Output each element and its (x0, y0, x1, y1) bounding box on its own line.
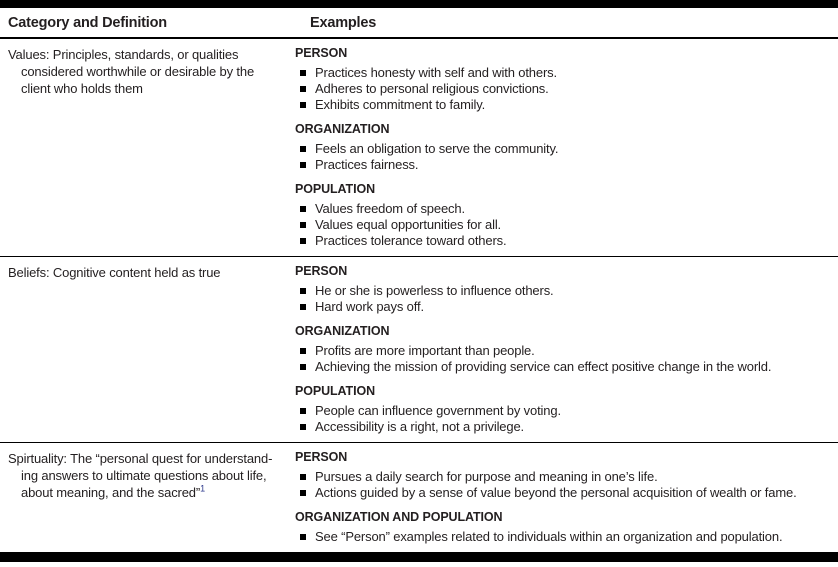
example-item (300, 485, 832, 501)
example-list (295, 403, 832, 435)
example-text: Pursues a daily search for purpose and meaning in one’s life. (315, 469, 658, 484)
category-text-line: Spirtuality: The “personal quest for understand- (8, 451, 273, 466)
category-text-line: Beliefs: Cognitive content held as true (8, 265, 221, 280)
bullet-square-icon (300, 474, 306, 480)
category-text-line: Values: Principles, standards, or qualities (8, 47, 239, 62)
example-item (300, 529, 832, 545)
example-list (295, 343, 832, 375)
example-text: Values equal opportunities for all. (315, 217, 502, 232)
category-text-line: about meaning, and the sacred”$^1$ (21, 483, 205, 500)
bullet-square-icon (300, 102, 306, 108)
example-item (300, 359, 832, 375)
example-item (300, 217, 832, 233)
example-section (295, 324, 832, 375)
table-row (0, 257, 838, 443)
bottom-rule-bar (0, 552, 838, 562)
example-item (300, 469, 832, 485)
category-text-line: client who holds them (21, 81, 143, 96)
examples-cell (295, 264, 838, 435)
table-header-row (0, 8, 838, 39)
example-list (295, 283, 832, 315)
example-item (300, 403, 832, 419)
example-section (295, 450, 832, 501)
example-list (295, 65, 832, 113)
example-text: Practices honesty with self and with others. (315, 65, 557, 80)
section-heading: POPULATION (295, 182, 376, 196)
table-row (0, 443, 838, 552)
example-list (295, 469, 832, 501)
bullet-square-icon (300, 146, 306, 152)
example-list (295, 201, 832, 249)
example-item (300, 201, 832, 217)
category-text-line: considered worthwhile or desirable by the (21, 64, 255, 79)
bullet-square-icon (300, 304, 306, 310)
section-heading: PERSON (295, 46, 348, 60)
section-heading: PERSON (295, 450, 348, 464)
example-item (300, 157, 832, 173)
example-item (300, 299, 832, 315)
bullet-square-icon (300, 238, 306, 244)
example-section (295, 384, 832, 435)
section-heading: ORGANIZATION (295, 122, 390, 136)
category-cell (0, 450, 295, 545)
example-text: Adheres to personal religious convictions. (315, 81, 549, 96)
bullet-square-icon (300, 424, 306, 430)
example-list (295, 529, 832, 545)
section-heading: PERSON (295, 264, 348, 278)
category-cell (0, 46, 295, 249)
example-item (300, 81, 832, 97)
example-item (300, 283, 832, 299)
example-section (295, 46, 832, 113)
example-item (300, 65, 832, 81)
example-item (300, 233, 832, 249)
example-text: Values freedom of speech. (315, 201, 465, 216)
bullet-square-icon (300, 222, 306, 228)
example-item (300, 419, 832, 435)
example-text: See “Person” examples related to individuals within an organization and population. (315, 529, 783, 544)
example-item (300, 97, 832, 113)
example-item (300, 343, 832, 359)
bullet-square-icon (300, 86, 306, 92)
section-heading: POPULATION (295, 384, 376, 398)
example-text: Exhibits commitment to family. (315, 97, 486, 112)
example-text: Profits are more important than people. (315, 343, 535, 358)
examples-cell (295, 46, 838, 249)
example-item (300, 141, 832, 157)
bullet-square-icon (300, 162, 306, 168)
bullet-square-icon (300, 364, 306, 370)
table-row (0, 39, 838, 257)
example-text: People can influence government by voting. (315, 403, 561, 418)
examples-cell (295, 450, 838, 545)
example-text: Hard work pays off. (315, 299, 424, 314)
bullet-square-icon (300, 206, 306, 212)
example-text: Actions guided by a sense of value beyond the personal acquisition of wealth or fame. (315, 485, 797, 500)
section-heading: ORGANIZATION AND POPULATION (295, 510, 503, 524)
example-section (295, 182, 832, 249)
category-text-line: ing answers to ultimate questions about life, (21, 468, 267, 483)
section-heading: ORGANIZATION (295, 324, 390, 338)
example-text: Feels an obligation to serve the community. (315, 141, 559, 156)
bullet-square-icon (300, 348, 306, 354)
bullet-square-icon (300, 490, 306, 496)
footnote-reference: 1 (200, 483, 205, 494)
table-body (0, 39, 838, 552)
example-list (295, 141, 832, 173)
bullet-square-icon (300, 70, 306, 76)
example-section (295, 122, 832, 173)
header-examples: Examples (310, 15, 377, 31)
example-section (295, 510, 832, 545)
example-text: Practices tolerance toward others. (315, 233, 507, 248)
example-text: Practices fairness. (315, 157, 419, 172)
example-text: Accessibility is a right, not a privilege. (315, 419, 525, 434)
top-rule-bar (0, 0, 838, 8)
example-text: Achieving the mission of providing service can effect positive change in the world. (315, 359, 772, 374)
bullet-square-icon (300, 408, 306, 414)
bullet-square-icon (300, 534, 306, 540)
category-cell (0, 264, 295, 435)
example-section (295, 264, 832, 315)
bullet-square-icon (300, 288, 306, 294)
header-category-and-definition: Category and Definition (8, 15, 167, 31)
example-text: He or she is powerless to influence others. (315, 283, 554, 298)
